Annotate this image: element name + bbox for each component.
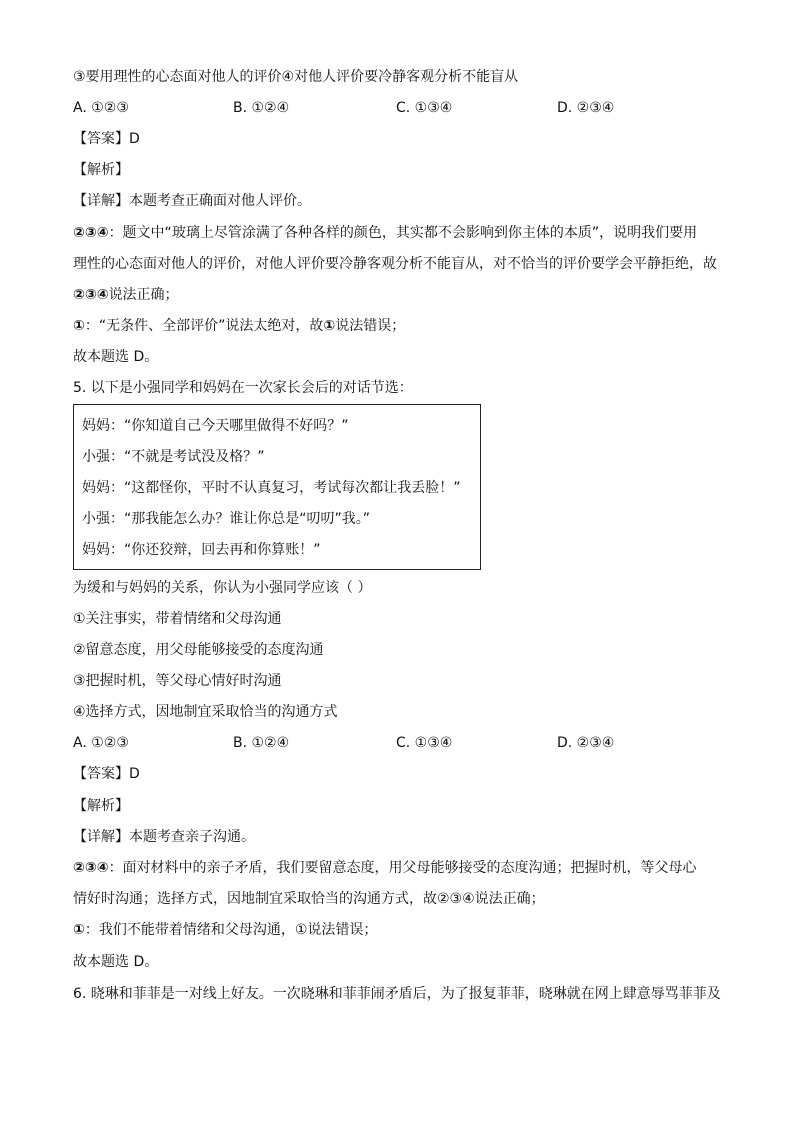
q5-dialog-box xyxy=(73,404,481,570)
q5-option-c: C. ①③④ xyxy=(396,735,453,751)
q5-dialog-line-2: 小强：“不就是考试没及格？” xyxy=(82,449,265,465)
q5-explanation-text-1: ：面对材料中的亲子矛盾，我们要留意态度，用父母能够接受的态度沟通；把握时机，等父母心 xyxy=(108,860,697,876)
q5-option-b: B. ①②④ xyxy=(233,735,290,751)
q5-option-d: D. ②③④ xyxy=(557,735,615,751)
q5-analysis-label: 【解析】 xyxy=(73,798,129,814)
q4-statements-3-4: ③要用理性的心态面对他人的评价④对他人评价要冷静客观分析不能盲从 xyxy=(73,69,519,85)
q4-option-d: D. ②③④ xyxy=(557,100,615,116)
q5-statement-1: ①关注事实，带着情绪和父母沟通 xyxy=(73,611,282,627)
q4-detail: 【详解】本题考查正确面对他人评价。 xyxy=(73,193,311,209)
q5-dialog-line-1: 妈妈：“你知道自己今天哪里做得不好吗？” xyxy=(82,418,349,434)
q5-question: 为缓和与妈妈的关系，你认为小强同学应该（ ） xyxy=(73,580,372,596)
q4-explanation-text-3: 说法正确； xyxy=(108,287,179,303)
q5-stem: 5. 以下是小强同学和妈妈在一次家长会后的对话节选： xyxy=(73,380,413,396)
q5-explanation-line-3 xyxy=(73,920,377,940)
q5-dialog-line-3: 妈妈：“这都怪你，平时不认真复习，考试每次都让我丢脸！” xyxy=(82,480,461,496)
q4-explanation-text-4b: 说法错误； xyxy=(335,318,406,334)
q4-explanation-text-4a: ：“无条件、全部评价”说法太绝对，故 xyxy=(84,318,324,334)
q4-correct-numbers: ②③④ xyxy=(73,225,109,241)
q4-analysis-label: 【解析】 xyxy=(73,162,129,178)
q6-stem: 6. 晓琳和菲菲是一对线上好友。一次晓琳和菲菲闹矛盾后，为了报复菲菲，晓琳就在网上肆意辱骂菲菲及 xyxy=(73,986,721,1002)
q5-explanation-line-1 xyxy=(73,858,697,878)
q5-statement-4: ④选择方式，因地制宜采取恰当的沟通方式 xyxy=(73,704,338,720)
q5-option-a: A. ①②③ xyxy=(73,735,129,751)
q5-answer: 【答案】D xyxy=(73,766,140,782)
q5-detail: 【详解】本题考查亲子沟通。 xyxy=(73,829,255,845)
q4-correct-numbers-2: ②③④ xyxy=(73,287,109,303)
q4-explanation-line-3 xyxy=(73,285,179,305)
q4-explanation-line-1 xyxy=(73,223,697,243)
q5-dialog-line-5: 妈妈：“你还狡辩，回去再和你算账！” xyxy=(82,542,321,558)
q4-explanation-line-4 xyxy=(73,316,405,336)
q4-option-c: C. ①③④ xyxy=(396,100,453,116)
q5-correct-numbers: ②③④ xyxy=(73,860,109,876)
q4-conclusion: 故本题选 D。 xyxy=(73,349,159,365)
q5-conclusion: 故本题选 D。 xyxy=(73,954,159,970)
q4-option-b: B. ①②④ xyxy=(233,100,290,116)
q5-explanation-line-2: 情好时沟通；选择方式，因地制宜采取恰当的沟通方式，故②③④说法正确； xyxy=(73,891,545,907)
q5-statement-2: ②留意态度，用父母能够接受的态度沟通 xyxy=(73,642,324,658)
q5-explanation-text-3: ：我们不能带着情绪和父母沟通，①说法错误； xyxy=(84,922,378,938)
q4-explanation-line-2: 理性的心态面对他人的评价，对他人评价要冷静客观分析不能盲从，对不恰当的评价要学会平静拒绝，故 xyxy=(73,256,717,272)
q4-explanation-text-1: ：题文中“玻璃上尽管涂满了各种各样的颜色，其实都不会影响到你主体的本质”，说明我们要用 xyxy=(108,225,698,241)
q5-wrong-number: ① xyxy=(73,922,85,938)
q4-wrong-number: ① xyxy=(73,318,85,334)
q4-wrong-number-2: ① xyxy=(323,318,336,334)
q5-dialog-line-4: 小强：“那我能怎么办？谁让你总是“叨叨”我。” xyxy=(82,511,371,527)
q5-statement-3: ③把握时机，等父母心情好时沟通 xyxy=(73,673,282,689)
q4-option-a: A. ①②③ xyxy=(73,100,129,116)
q4-answer: 【答案】D xyxy=(73,131,140,147)
